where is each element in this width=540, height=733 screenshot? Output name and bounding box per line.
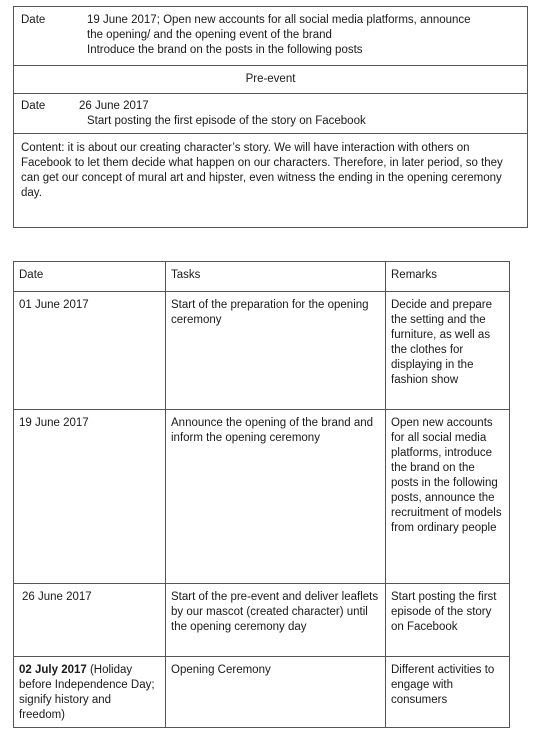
row-remark: Decide and prepare the setting and the furniture, as well as the clothes for displaying in the fashion show — [386, 292, 510, 410]
row-date: 19 June 2017 — [14, 410, 166, 584]
row-task: Start of the pre-event and deliver leaflets by our mascot (created character) until the opening ceremony day — [166, 584, 386, 657]
plan-row-content — [14, 134, 527, 227]
opening-date-note: (Holiday before Independence Day; signify history and freedom) — [19, 664, 155, 721]
table-row — [14, 657, 510, 728]
row-date: 26 June 2017 — [14, 584, 166, 657]
pre-event-date: 26 June 2017 — [79, 100, 149, 112]
table-row — [14, 410, 510, 584]
column-header-date: Date — [14, 262, 166, 292]
row-task: Start of the preparation for the opening ceremony — [166, 292, 386, 410]
column-header-remarks: Remarks — [386, 262, 510, 292]
event-plan-box — [13, 6, 528, 228]
date-label: Date — [21, 100, 46, 112]
pre-event-detail: Start posting the first episode of the story on Facebook — [87, 115, 366, 127]
date-label: Date — [21, 14, 46, 26]
row-date: 01 June 2017 — [14, 292, 166, 410]
row-remark: Different activities to engage with consumers — [386, 657, 510, 728]
announcement-line-3: Introduce the brand on the posts in the following posts — [87, 44, 363, 56]
plan-row-heading — [14, 66, 527, 94]
table-header-row — [14, 262, 510, 292]
plan-row-pre-event — [14, 94, 527, 134]
pre-event-heading: Pre-event — [245, 73, 296, 85]
announcement-line-1: 19 June 2017; Open new accounts for all social media platforms, announce — [87, 14, 471, 26]
row-task: Opening Ceremony — [166, 657, 386, 728]
row-date — [14, 657, 166, 728]
plan-row-announcement — [14, 7, 527, 66]
table-row — [14, 584, 510, 657]
column-header-tasks: Tasks — [166, 262, 386, 292]
row-task: Announce the opening of the brand and inform the opening ceremony — [166, 410, 386, 584]
announcement-line-2: the opening/ and the opening event of the brand — [87, 29, 332, 41]
row-remark: Open new accounts for all social media platforms, introduce the brand on the posts in the following posts, announce the recruitment of models from ordinary people — [386, 410, 510, 584]
row-remark: Start posting the first episode of the story on Facebook — [386, 584, 510, 657]
table-row — [14, 292, 510, 410]
content-paragraph: Content: it is about our creating character’s story. We will have interaction with others on Facebook to let them decide what happen on our characters. Therefore, in later period, so they can get our concept of mural art and hipster, even witness the ending in the opening ceremony day. — [21, 142, 503, 199]
opening-date: 02 July 2017 — [19, 664, 87, 676]
schedule-table — [13, 261, 510, 728]
